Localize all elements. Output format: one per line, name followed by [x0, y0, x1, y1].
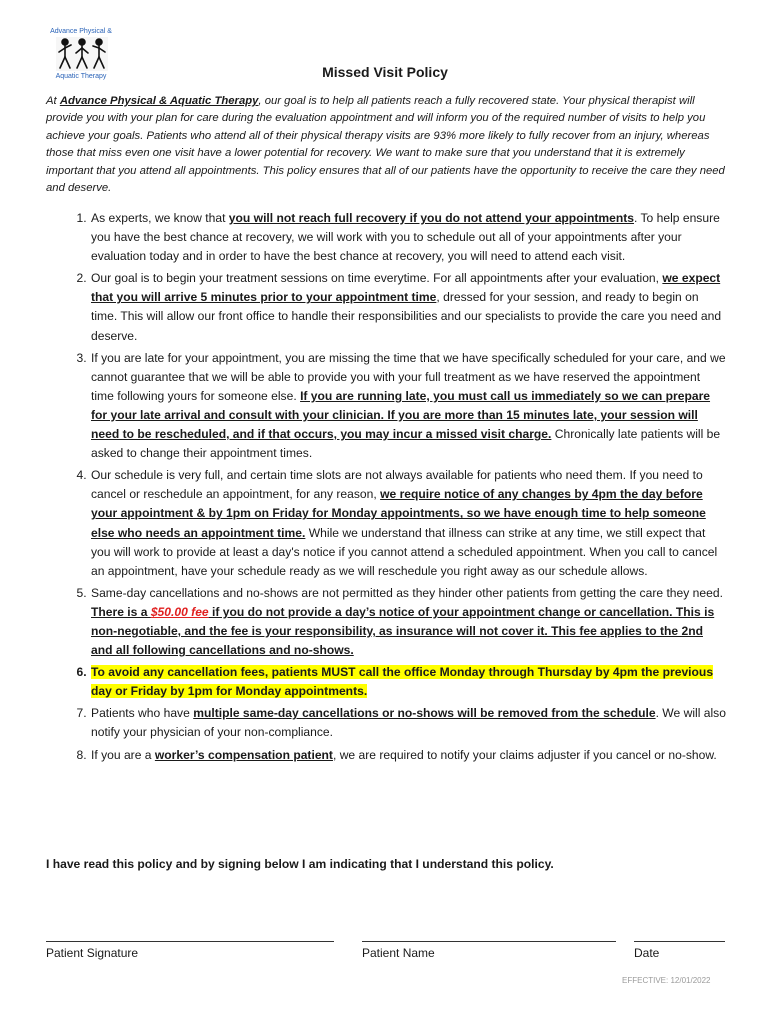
page-title: Missed Visit Policy [322, 64, 448, 80]
policy-item-1 [90, 209, 726, 266]
date-label: Date [634, 946, 660, 960]
logo-top-text: Advance Physical & [50, 28, 112, 35]
item-text: As experts, we know that [91, 211, 229, 225]
effective-date: EFFECTIVE: 12/01/2022 [622, 976, 711, 985]
item-emphasis: There is a [91, 604, 151, 619]
policy-item-7 [90, 704, 726, 742]
date-line[interactable] [634, 941, 725, 942]
org-name: Advance Physical & Aquatic Therapy [59, 95, 259, 107]
item-text: Same-day cancellations and no-shows are not permitted as they hinder other patients from getting the care they need. [91, 585, 723, 600]
patient-name-line[interactable] [362, 941, 616, 942]
intro-prefix: At [46, 95, 60, 107]
item-text: Chronically late patients will be asked to change their appointment times. [91, 427, 721, 461]
logo-bottom-text: Aquatic Therapy [55, 73, 107, 80]
item-text: Our schedule is very full, and certain time slots are not always available for patients who need them. If you need to cancel or reschedule an appointment, for any reason, [91, 468, 703, 502]
item-emphasis: multiple same-day cancellations or no-shows will be removed from the schedule [193, 706, 656, 721]
highlighted-text: To avoid any cancellation fees, patients MUST call the office Monday through Thursday by 4pm the previous day or Friday by 1pm for Monday appointments. [91, 665, 714, 699]
policy-item-4 [90, 466, 726, 581]
patient-signature-label: Patient Signature [46, 946, 139, 960]
patient-name-label: Patient Name [362, 946, 435, 960]
intro-text: , our goal is to help all patients reach a fully recovered state. Your physical therapist will provide you with your plan for care during the evaluation appointment and will inform you of the required number of visits to help you achieve your goals. Patients who attend all of their physical therapy visits are 93% more likely to fully recover from an injury, whereas those that miss even one visit have a lower potential for recovery. We want to make sure that you understand that it is extremely important that you attend all appointments. This policy ensures that all of our patients have the opportunity to receive the care they need and deserve. [46, 95, 725, 195]
item-text: If you are a [91, 747, 155, 762]
policy-item-6 [90, 663, 726, 701]
policy-list [46, 209, 726, 768]
item-text: , dressed for your session, and ready to begin on time. This will allow our front office to handle their responsibilities and our specialists to provide the care you need and deserve. [91, 290, 722, 343]
policy-item-3 [90, 349, 726, 464]
item-emphasis: if you do not provide a day’s notice of your appointment change or cancellation. This is non-negotiable, and the fee is your responsibility, as insurance will not cover it. This fee applies to the 2nd and all following cancellations and no-shows. [91, 604, 715, 658]
policy-item-2 [90, 269, 726, 345]
item-emphasis: we expect that you will arrive 5 minutes prior to your appointment time [91, 271, 721, 305]
item-text: . We will also notify your physician of your non-compliance. [91, 706, 726, 740]
item-text: Patients who have [91, 706, 194, 721]
item-emphasis: we require notice of any changes by 4pm the day before your appointment & by 1pm on Friday for Monday appointments, so we have enough time to help someone else who needs an appointment time. [91, 487, 706, 540]
intro-paragraph [46, 93, 730, 197]
policy-item-5 [90, 584, 726, 660]
item-emphasis: If you are running late, you must call us immediately so we can prepare for your late arrival and consult with your clinician. If you are more than 15 minutes late, your session will need to be rescheduled, and if that occurs, you may incur a missed visit charge. [91, 388, 711, 442]
item-text: If you are late for your appointment, you are missing the time that we have specifically scheduled for your care, and we cannot guarantee that we will be able to provide you with your full treatment as we have reserved the appointment time following yours for someone else. [91, 350, 726, 403]
item-text: , we are required to notify your claims adjuster if you cancel or no-show. [332, 747, 717, 762]
item-emphasis: worker’s compensation patient [154, 747, 333, 762]
policy-item-8 [90, 746, 726, 765]
patient-signature-line[interactable] [46, 941, 334, 942]
item-emphasis: you will not reach full recovery if you do not attend your appointments [228, 211, 634, 225]
item-text: While we understand that illness can strike at any time, we still expect that you will work to provide at least a day's notice if you cannot attend a scheduled appointment. When you call to cancel an appointment, have your schedule ready as we will reschedule you right away as our schedule allows. [91, 525, 718, 578]
acknowledgement-statement: I have read this policy and by signing below I am indicating that I understand this policy. [46, 857, 554, 871]
fee-amount: $50.00 fee [150, 604, 209, 619]
item-text: Our goal is to begin your treatment sessions on time everytime. For all appointments after your evaluation, [91, 271, 663, 286]
item-text: . To help ensure you have the best chance at recovery, we will work with you to schedule out all of your appointments after your evaluation today and in order to have the best chance at recovery, you will need to attend each visit. [91, 211, 720, 264]
